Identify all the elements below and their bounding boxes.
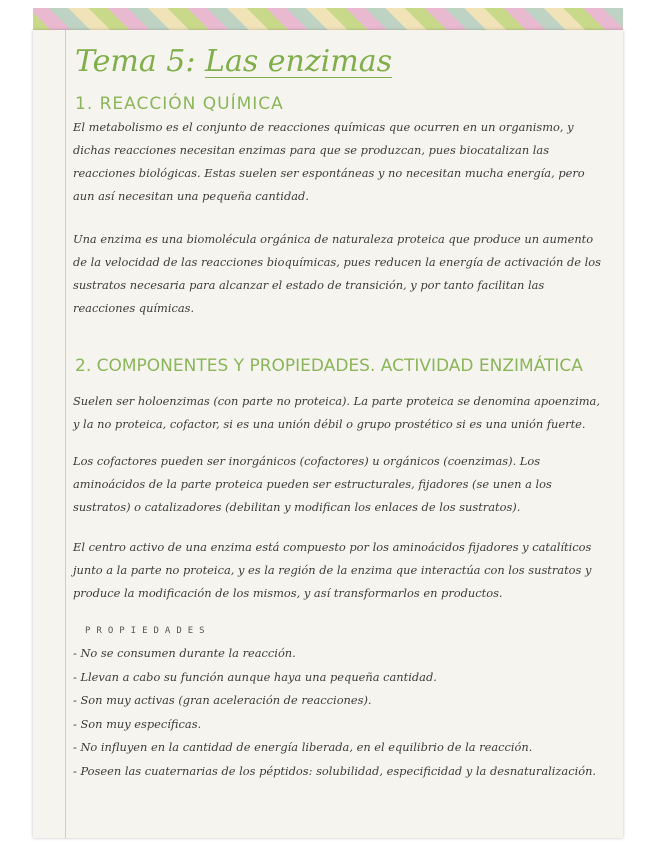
- paragraph-holoenzimas: Suelen ser holoenzimas (con parte no proteica). La parte proteica se denomina apoenzima, y la no proteica, cofactor, si es una unión débil o grupo prostético si es una unión fuerte.: [73, 394, 600, 431]
- background-pattern-strip: [33, 8, 623, 32]
- section-heading-componentes: 2. COMPONENTES Y PROPIEDADES. ACTIVIDAD ENZIMÁTICA: [75, 356, 583, 376]
- section-heading-reaccion: 1. REACCIÓN QUÍMICA: [75, 94, 284, 114]
- title-main: Las enzimas: [205, 44, 392, 79]
- page-margin-line: [65, 30, 66, 838]
- title-prefix: Tema 5: [75, 44, 186, 79]
- list-item: - Son muy activas (gran aceleración de reacciones).: [73, 693, 372, 708]
- properties-heading: PROPIEDADES: [85, 626, 211, 636]
- properties-list: [73, 642, 597, 784]
- paragraph-cofactores: Los cofactores pueden ser inorgánicos (cofactores) u orgánicos (coenzimas). Los aminoácidos de la parte proteica pueden ser estructurales, fijadores (se unen a los sustratos) o catalizadores (debilitan y modifican los enlaces de los sustratos).: [73, 454, 552, 514]
- list-item: - No influyen en la cantidad de energía liberada, en el equilibrio de la reacción.: [73, 740, 533, 755]
- list-item: - Son muy específicas.: [73, 716, 202, 731]
- notebook-page: [33, 30, 623, 838]
- paragraph-metabolismo: El metabolismo es el conjunto de reacciones químicas que ocurren en un organismo, y dichas reacciones necesitan enzimas para que se produzcan, pues biocatalizan las reacciones biológicas. Estas suelen ser espontáneas y no necesitan mucha energía, pero aun así necesitan una pequeña cantidad.: [73, 120, 585, 203]
- paragraph-centro-activo: El centro activo de una enzima está compuesto por los aminoácidos fijadores y catalíticos junto a la parte no proteica, y es la región de la enzima que interactúa con los sustratos y produce la modificación de los mismos, y así transformarlos en productos.: [73, 540, 592, 600]
- list-item: - Llevan a cabo su función aunque haya una pequeña cantidad.: [73, 669, 437, 684]
- title-separator: :: [185, 44, 196, 79]
- list-item: - Poseen las cuaternarias de los péptidos: solubilidad, especificidad y la desnaturalización.: [73, 763, 597, 778]
- list-item: - No se consumen durante la reacción.: [73, 646, 296, 660]
- page-title: [75, 44, 392, 79]
- paragraph-enzima: Una enzima es una biomolécula orgánica de naturaleza proteica que produce un aumento de la velocidad de las reacciones bioquímicas, pues reducen la energía de activación de los sustratos necesaria para alcanzar el estado de transición, y por tanto facilitan las reacciones químicas.: [73, 232, 601, 315]
